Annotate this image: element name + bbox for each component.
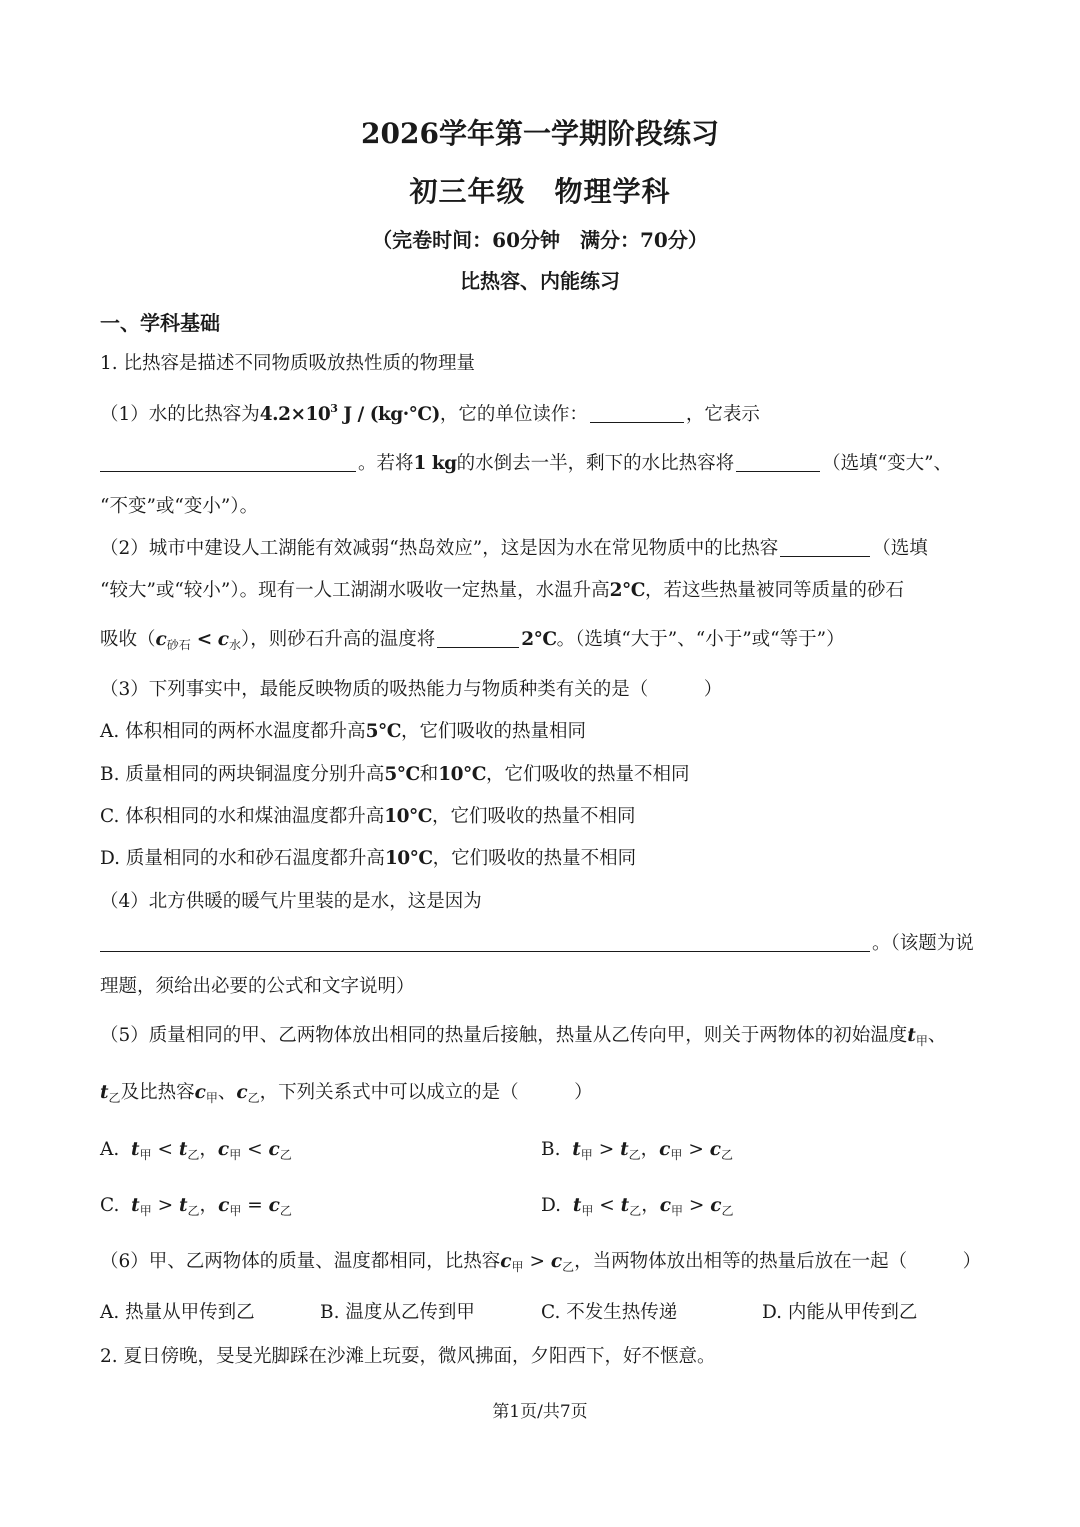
text: 。（该题为说 [872, 933, 974, 954]
formula-unit: J / (kg·°C) [337, 404, 440, 425]
symbol: c [194, 1082, 206, 1103]
symbol: c [709, 1139, 721, 1160]
text: ，它们吸收的热量不相同 [485, 764, 690, 785]
q1-part5-option-b[interactable] [541, 1141, 733, 1161]
text: ），则砂石升高的温度将 [240, 629, 436, 650]
text: ， [640, 1139, 660, 1160]
text: 的水倒去一半，剩下的水比热容将 [456, 453, 735, 474]
relation: < [151, 1139, 179, 1160]
symbol: t [572, 1195, 582, 1216]
relation: = [241, 1195, 269, 1216]
text: “较大”或“较小”）。现有一人工湖湖水吸收一定热量，水温升高 [100, 580, 610, 601]
subscript: 乙 [108, 1091, 121, 1105]
subscript: 甲 [511, 1260, 524, 1274]
symbol: t [178, 1195, 188, 1216]
q1-part1-line1 [100, 403, 760, 425]
answer-blank[interactable] [100, 950, 870, 952]
subscript: 乙 [629, 1204, 642, 1218]
q1-part6-option-d[interactable]: D. 内能从甲传到乙 [762, 1302, 918, 1323]
page-number: 第1页/共7页 [492, 1402, 588, 1422]
q1-part4-line2 [100, 935, 974, 954]
q1-part5-line1 [100, 1027, 946, 1047]
temperature-value: 10°C [384, 848, 433, 869]
text: ， [199, 1139, 218, 1160]
symbol: t [131, 1139, 140, 1160]
section-heading: 一、学科基础 [100, 311, 220, 335]
answer-blank[interactable] [437, 646, 519, 648]
subscript: 乙 [187, 1148, 200, 1162]
answer-blank[interactable] [100, 470, 356, 472]
text: （选填“变大”、 [822, 453, 953, 474]
text: ， [199, 1195, 219, 1216]
text: ，它们吸收的热量不相同 [432, 848, 637, 869]
question-2-stem: 2. 夏日傍晚，旻旻光脚踩在沙滩上玩耍，微风拂面，夕阳西下，好不惬意。 [100, 1346, 716, 1367]
symbol: t [620, 1139, 629, 1160]
symbol: c [218, 1195, 230, 1216]
temperature-value: 10°C [438, 764, 486, 785]
symbol: c [217, 629, 229, 650]
option-label: B. [541, 1139, 561, 1160]
symbol: t [100, 1082, 109, 1103]
relation: > [151, 1195, 179, 1216]
relation: < [190, 629, 218, 650]
grade-subject-title: 初三年级 物理学科 [409, 175, 671, 208]
q1-part3-option-b[interactable] [100, 766, 689, 785]
text: （1）水的比热容为 [100, 404, 260, 425]
text: A. 体积相同的两杯水温度都升高 [100, 721, 366, 742]
text: 和 [419, 764, 439, 785]
subscript: 甲 [139, 1148, 152, 1162]
exam-info: （完卷时间：60分钟 满分：70分） [372, 228, 708, 252]
q1-part2-line2 [100, 582, 904, 601]
answer-blank[interactable] [590, 421, 684, 423]
text: 吸收（ [100, 629, 156, 650]
text: 及比热容 [120, 1082, 195, 1103]
symbol: c [500, 1251, 512, 1272]
relation: < [593, 1195, 621, 1216]
subscript: 水 [228, 638, 241, 652]
text: ，若这些热量被同等质量的砂石 [644, 580, 904, 601]
symbol: c [659, 1139, 671, 1160]
temperature-value: 2°C [521, 629, 557, 650]
subscript: 甲 [670, 1148, 683, 1162]
relation: > [592, 1139, 621, 1160]
q1-part6-option-a[interactable]: A. 热量从甲传到乙 [100, 1302, 255, 1323]
symbol: c [236, 1082, 248, 1103]
text: C. 体积相同的水和煤油温度都升高 [100, 806, 385, 827]
symbol: c [268, 1195, 280, 1216]
answer-blank[interactable] [780, 555, 870, 557]
answer-blank[interactable] [736, 470, 820, 472]
q1-part5-line2 [100, 1084, 593, 1104]
text: D. 质量相同的水和砂石温度都升高 [100, 848, 385, 869]
symbol: t [572, 1139, 581, 1160]
subscript: 甲 [580, 1148, 593, 1162]
text: 。若将 [358, 453, 414, 474]
text: B. 质量相同的两块铜温度分别升高 [100, 764, 385, 785]
subscript: 乙 [279, 1204, 292, 1218]
q1-part5-option-c[interactable] [100, 1197, 292, 1217]
symbol: c [550, 1251, 563, 1272]
relation: > [682, 1139, 710, 1160]
subscript: 乙 [279, 1148, 292, 1162]
text: （6）甲、乙两物体的质量、温度都相同，比热容 [100, 1251, 501, 1272]
symbol: c [268, 1139, 280, 1160]
subscript: 乙 [247, 1091, 260, 1105]
symbol: t [907, 1025, 916, 1046]
text: ，当两物体放出相等的热量后放在一起（ ） [574, 1251, 982, 1272]
text: （选填 [872, 538, 928, 559]
subscript: 乙 [562, 1260, 575, 1274]
symbol: t [178, 1139, 188, 1160]
q1-part3-option-c[interactable] [100, 808, 636, 827]
text: （2）城市中建设人工湖能有效减弱“热岛效应”，这是因为水在常见物质中的比热容 [100, 538, 779, 559]
subscript: 甲 [229, 1204, 242, 1218]
relation: > [683, 1195, 711, 1216]
text: 。（选填“大于”、“小于”或“等于”） [556, 629, 845, 650]
subscript: 甲 [915, 1034, 928, 1048]
subscript: 乙 [720, 1148, 733, 1162]
specific-heat-formula [260, 404, 440, 425]
subscript: 乙 [187, 1204, 200, 1218]
text: ，它的单位读作： [439, 404, 588, 425]
subscript: 砂石 [166, 638, 191, 652]
temperature-value: 10°C [384, 806, 432, 827]
formula-exponent: 3 [330, 402, 338, 415]
subscript: 甲 [581, 1204, 594, 1218]
q1-part5-option-a[interactable] [100, 1141, 292, 1161]
symbol: c [217, 1139, 230, 1160]
symbol: c [659, 1195, 671, 1216]
q1-part6-option-c[interactable]: C. 不发生热传递 [541, 1302, 678, 1323]
text: ，它们吸收的热量不相同 [431, 806, 636, 827]
text: 、 [217, 1082, 237, 1103]
text: ，下列关系式中可以成立的是（ ） [259, 1082, 593, 1103]
q1-part3-option-d[interactable] [100, 850, 636, 869]
subscript: 甲 [671, 1204, 684, 1218]
exam-title: 2026学年第一学期阶段练习 [361, 117, 719, 150]
text: 、 [927, 1025, 947, 1046]
temperature-value: 5°C [365, 721, 401, 742]
question-1-stem: 1. 比热容是描述不同物质吸放热性质的物理量 [100, 353, 476, 374]
symbol: t [131, 1195, 140, 1216]
text: ，它表示 [685, 404, 760, 425]
subscript: 甲 [139, 1204, 152, 1218]
option-label: C. [100, 1195, 120, 1216]
q1-part3-option-a[interactable] [100, 723, 586, 742]
relation: < [241, 1139, 269, 1160]
q1-part1-line3: “不变”或“变小”）。 [100, 496, 259, 517]
symbol: c [710, 1195, 722, 1216]
q1-part3-stem: （3）下列事实中，最能反映物质的吸热能力与物质种类有关的是（ ） [100, 679, 723, 700]
subscript: 乙 [721, 1204, 734, 1218]
mass-value: 1 kg [413, 453, 457, 474]
q1-part4-line1: （4）北方供暖的暖气片里装的是水，这是因为 [100, 891, 482, 912]
q1-part5-option-d[interactable] [541, 1197, 734, 1217]
temperature-value: 5°C [384, 764, 420, 785]
q1-part2-line3 [100, 631, 845, 651]
subscript: 甲 [229, 1148, 242, 1162]
q1-part6-option-b[interactable]: B. 温度从乙传到甲 [320, 1302, 475, 1323]
option-label: D. [541, 1195, 562, 1216]
text: （5）质量相同的甲、乙两物体放出相同的热量后接触，热量从乙传向甲，则关于两物体的初始温度 [100, 1025, 908, 1046]
text: ，它们吸收的热量相同 [400, 721, 586, 742]
subscript: 乙 [628, 1148, 641, 1162]
relation: > [523, 1251, 551, 1272]
subscript: 甲 [205, 1091, 218, 1105]
q1-part2-line1 [100, 540, 928, 559]
option-label: A. [100, 1139, 120, 1160]
q1-part6-stem [100, 1253, 981, 1273]
symbol: c [155, 629, 167, 650]
temperature-value: 2°C [609, 580, 645, 601]
text: ， [641, 1195, 660, 1216]
q1-part1-line2 [100, 455, 952, 474]
q1-part4-line3: 理题，须给出必要的公式和文字说明） [100, 976, 415, 997]
topic-title: 比热容、内能练习 [460, 269, 620, 293]
symbol: t [620, 1195, 630, 1216]
formula-base: 4.2×10 [259, 404, 331, 425]
